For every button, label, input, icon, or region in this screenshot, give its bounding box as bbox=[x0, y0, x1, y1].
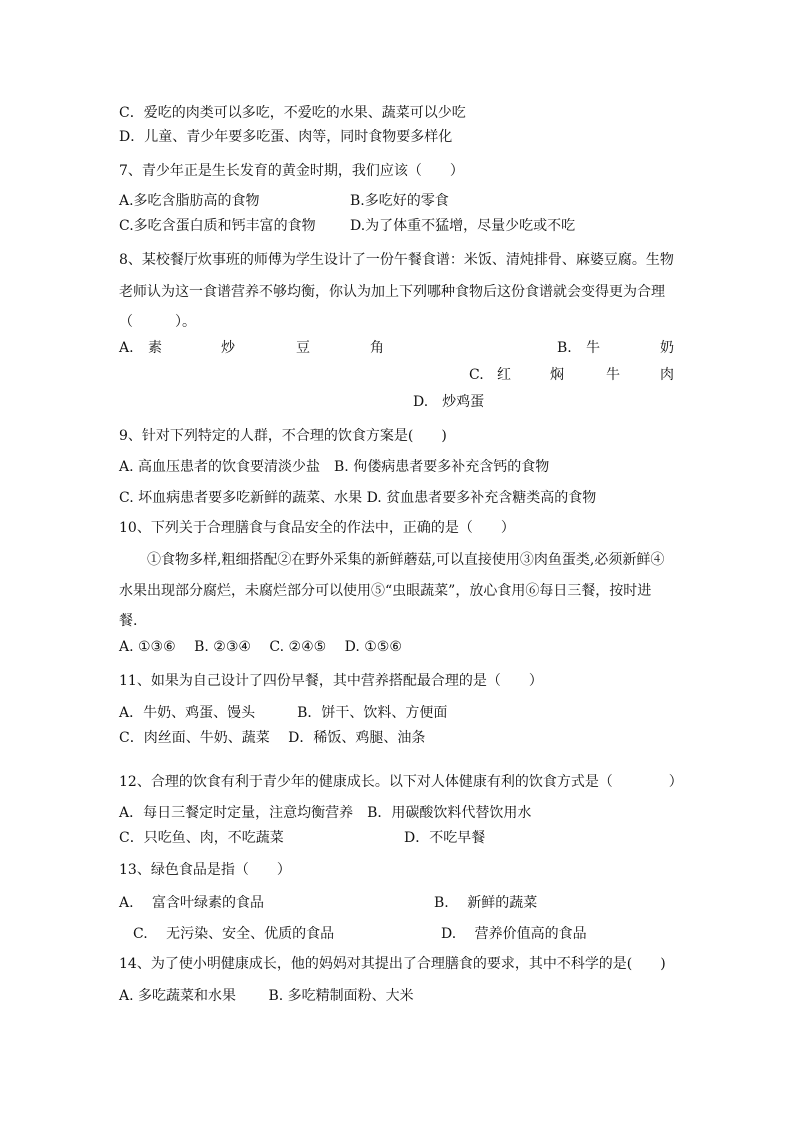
q8-option-c-char: 肉 bbox=[660, 367, 674, 383]
q8-option-d: D. 炒鸡蛋 bbox=[413, 394, 485, 410]
q6-option-d: D．儿童、青少年要多吃蛋、肉等，同时食物要多样化 bbox=[119, 129, 453, 145]
q7-option-a: A.多吃含脂肪高的食物 bbox=[119, 193, 260, 209]
q12-stem: 12、合理的饮食有利于青少年的健康成长。以下对人体健康有利的饮食方式是（ ） bbox=[119, 774, 683, 790]
q9-options-ab: A. 高血压患者的饮食要清淡少盐 B. 佝偻病患者要多补充含钙的食物 bbox=[119, 459, 550, 475]
q13-option-d: D. 营养价值高的食品 bbox=[441, 926, 587, 942]
q7-stem: 7、青少年正是生长发育的黄金时期，我们应该（ ） bbox=[119, 163, 464, 179]
q12-option-d: D．不吃早餐 bbox=[404, 830, 486, 846]
q8-option-c-letter: C. bbox=[469, 367, 484, 383]
q8-option-a-char: 素 bbox=[148, 340, 162, 356]
q12-options-ab: A．每日三餐定时定量，注意均衡营养 B．用碳酸饮料代替饮用水 bbox=[119, 805, 532, 821]
q7-option-b: B.多吃好的零食 bbox=[350, 193, 449, 209]
q8-option-a-letter: A. bbox=[119, 340, 134, 356]
q8-stem-line3: （ ）。 bbox=[119, 314, 196, 330]
q10-stem: 10、下列关于合理膳食与食品安全的作法中，正确的是（ ） bbox=[119, 520, 515, 536]
q14-options-ab: A. 多吃蔬菜和水果 B. 多吃精制面粉、大米 bbox=[119, 988, 414, 1004]
q9-options-cd: C. 坏血病患者要多吃新鲜的蔬菜、水果 D. 贫血患者要多补充含糖类高的食物 bbox=[119, 490, 597, 506]
q8-option-c-char: 红 bbox=[497, 367, 511, 383]
q8-option-a-char: 角 bbox=[370, 340, 384, 356]
q8-option-b-char: 牛 bbox=[586, 340, 600, 356]
q8-option-a-char: 豆 bbox=[296, 340, 310, 356]
q9-stem: 9、针对下列特定的人群，不合理的饮食方案是( ) bbox=[119, 428, 447, 444]
q11-options-cd: C．肉丝面、牛奶、蔬菜 D．稀饭、鸡腿、油条 bbox=[119, 730, 426, 746]
q10-body-line2: 水果出现部分腐烂，未腐烂部分可以使用⑤“虫眼蔬菜”，放心食用⑥每日三餐，按时进 bbox=[119, 583, 652, 599]
q10-body-line3: 餐. bbox=[119, 613, 138, 629]
q8-option-b-char: 奶 bbox=[660, 340, 674, 356]
q13-option-b: B. 新鲜的蔬菜 bbox=[434, 895, 538, 911]
q8-option-c-char: 焖 bbox=[550, 367, 564, 383]
q8-option-c-char: 牛 bbox=[606, 367, 620, 383]
q14-stem: 14、为了使小明健康成长，他的妈妈对其提出了合理膳食的要求，其中不科学的是( ) bbox=[119, 956, 666, 972]
q8-stem-line1: 8、某校餐厅炊事班的师傅为学生设计了一份午餐食谱：米饭、清炖排骨、麻婆豆腐。生物 bbox=[119, 252, 674, 268]
q10-options: A. ①③⑥ B. ②③④ C. ②④⑤ D. ①⑤⑥ bbox=[119, 639, 402, 655]
q8-option-a-char: 炒 bbox=[221, 340, 235, 356]
q6-option-c: C．爱吃的肉类可以多吃，不爱吃的水果、蔬菜可以少吃 bbox=[119, 105, 466, 121]
q8-option-b-letter: B. bbox=[557, 340, 572, 356]
q7-option-c: C.多吃含蛋白质和钙丰富的食物 bbox=[119, 218, 316, 234]
q13-stem: 13、绿色食品是指（ ） bbox=[119, 862, 291, 878]
q11-options-ab: A．牛奶、鸡蛋、馒头 B．饼干、饮料、方便面 bbox=[119, 705, 448, 721]
q13-option-c: C. 无污染、安全、优质的食品 bbox=[133, 926, 335, 942]
q12-option-c: C．只吃鱼、肉，不吃蔬菜 bbox=[119, 830, 284, 846]
q8-stem-line2: 老师认为这一食谱营养不够均衡，你认为加上下列哪种食物后这份食谱就会变得更为合理 bbox=[119, 284, 665, 300]
q7-option-d: D.为了体重不猛增，尽量少吃或不吃 bbox=[350, 218, 576, 234]
q10-body-line1: ①食物多样,粗细搭配②在野外采集的新鲜蘑菇,可以直接使用③肉鱼蛋类,必须新鲜④ bbox=[147, 552, 665, 568]
q11-stem: 11、如果为自己设计了四份早餐，其中营养搭配最合理的是（ ） bbox=[119, 673, 543, 689]
q13-option-a: A. 富含叶绿素的食品 bbox=[119, 895, 265, 911]
